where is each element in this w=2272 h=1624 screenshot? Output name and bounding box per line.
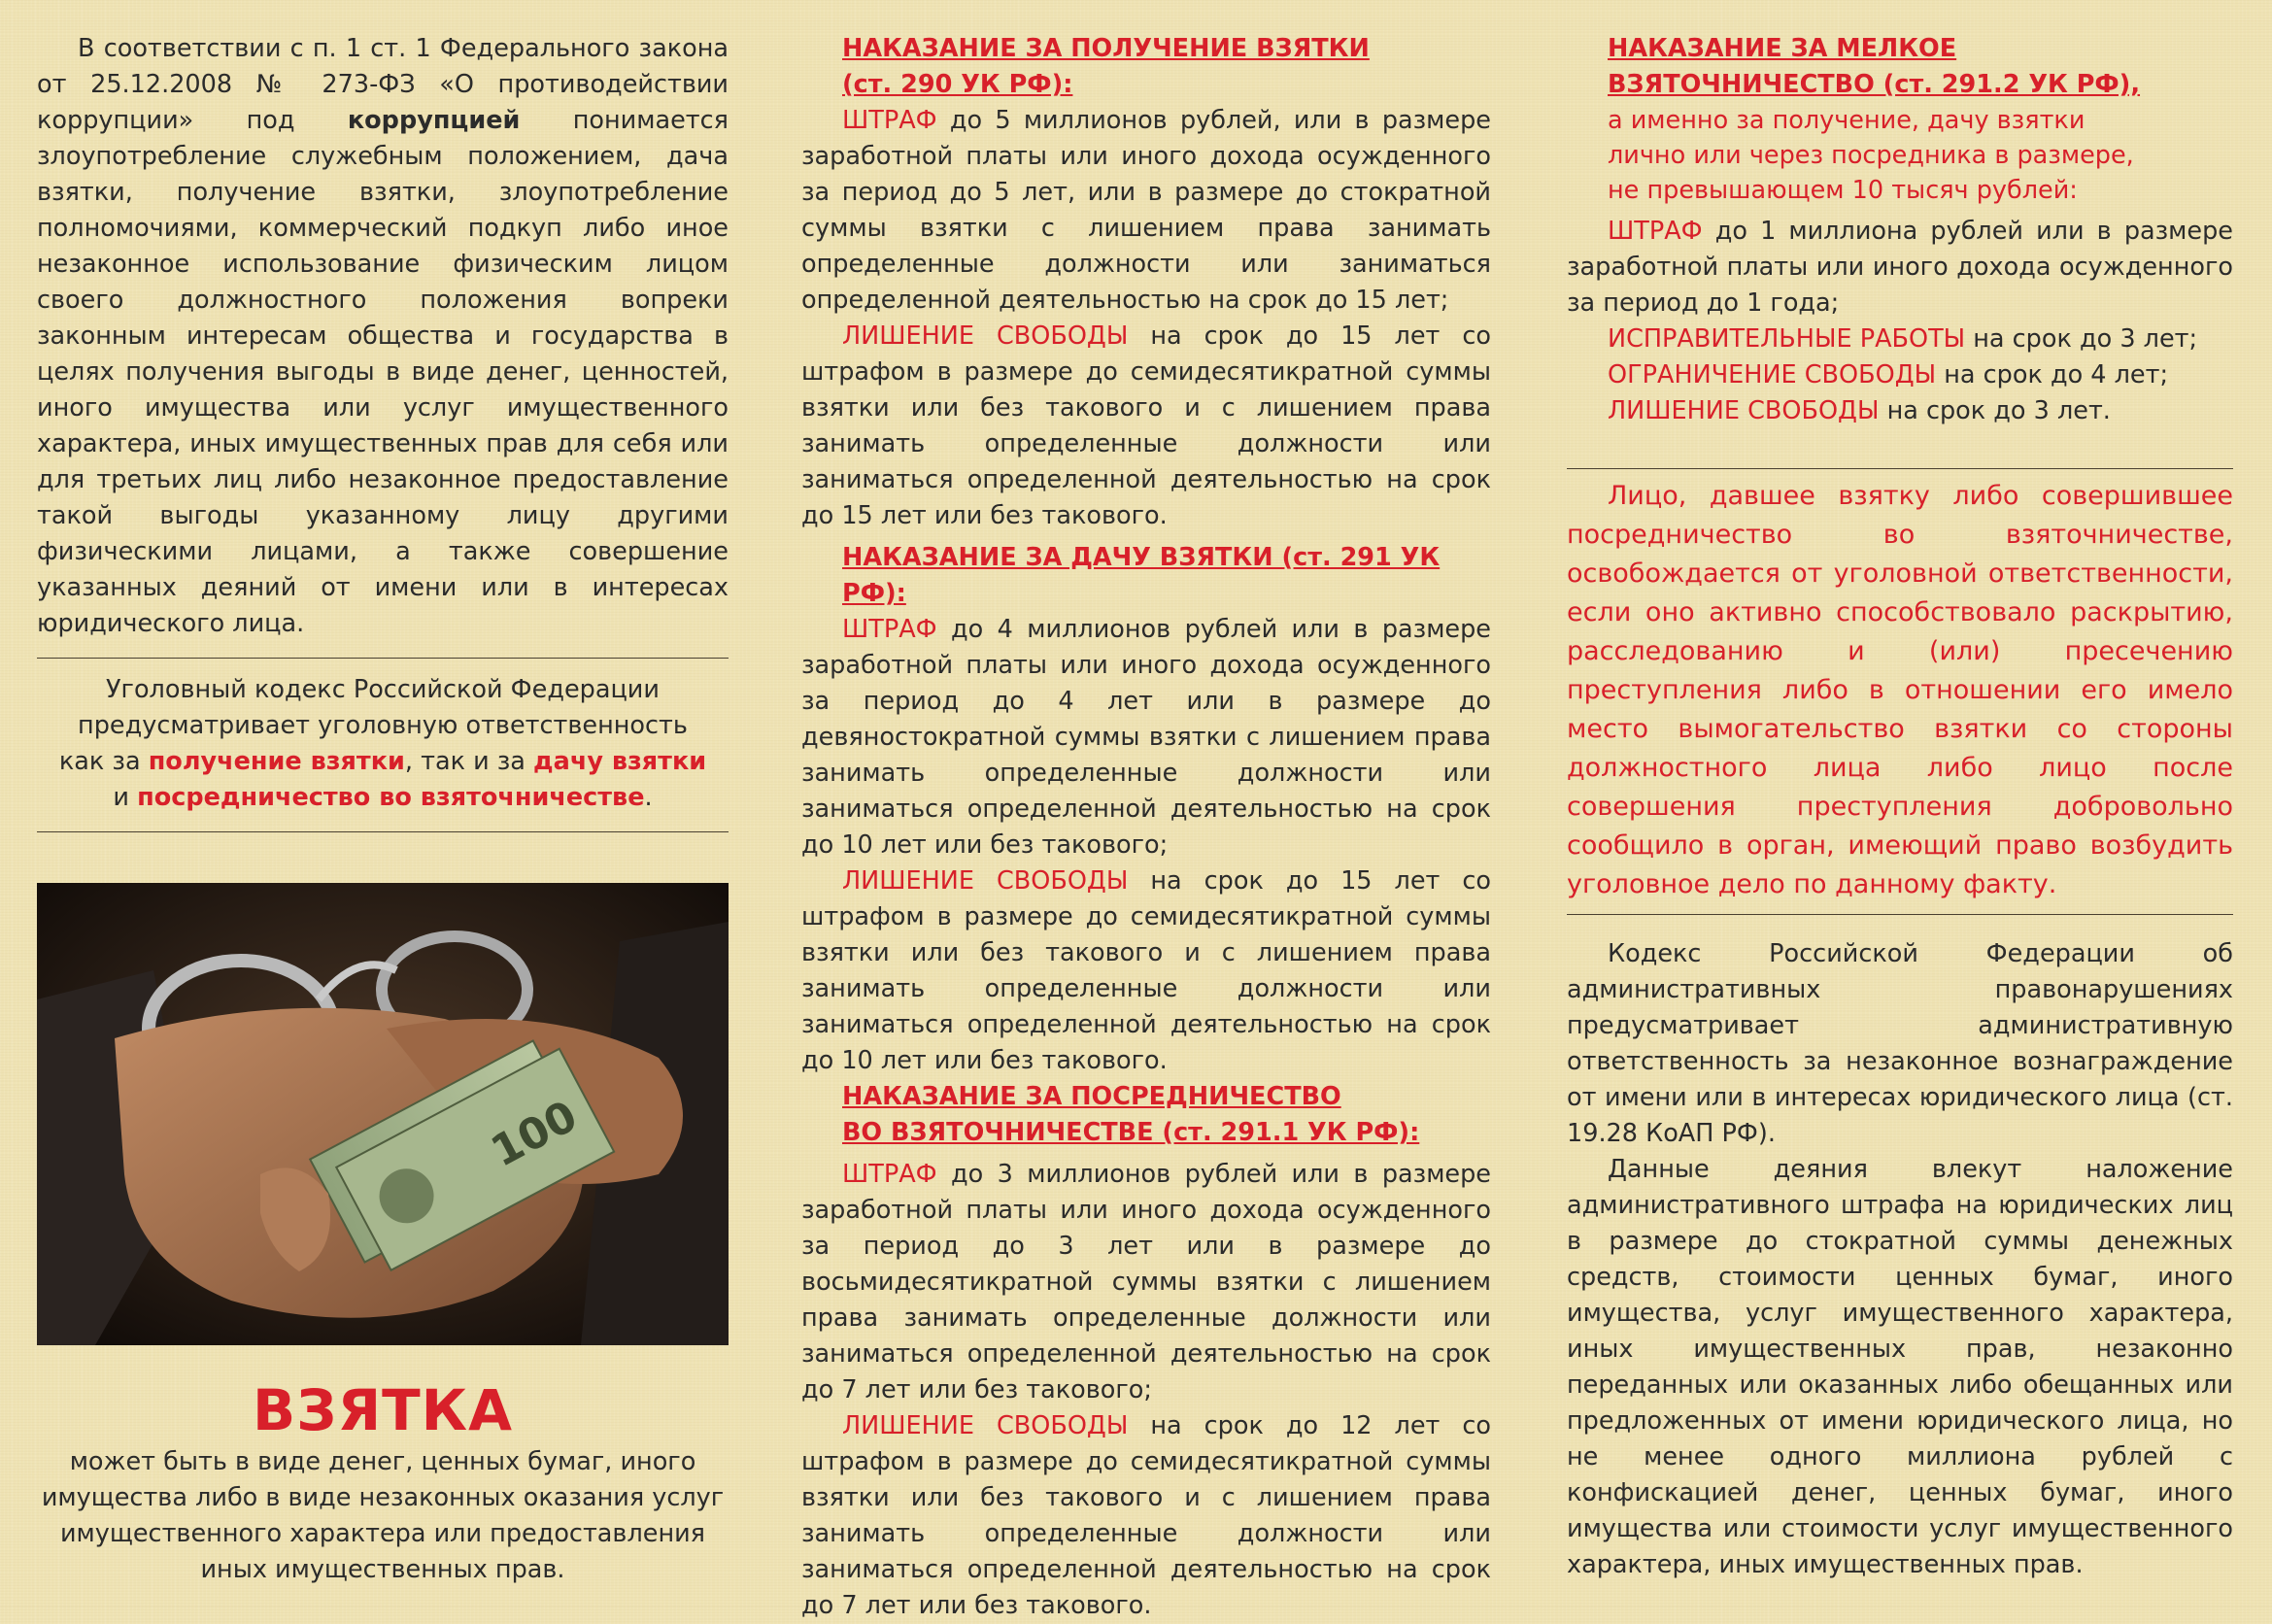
right-column <box>1567 31 2233 1583</box>
heading-petty-bribery: НАКАЗАНИЕ ЗА МЕЛКОЕ ВЗЯТОЧНИЧЕСТВО (ст. 291.2 УК РФ), <box>1608 34 2141 99</box>
penalty-prison-petty: ЛИШЕНИЕ СВОБОДЫ на срок до 3 лет. <box>1608 396 2111 425</box>
middle-column <box>801 31 1491 1624</box>
heading-receiving-bribe: НАКАЗАНИЕ ЗА ПОЛУЧЕНИЕ ВЗЯТКИ (ст. 290 УК РФ): <box>842 34 1370 99</box>
petty-bribery-scope: а именно за получение, дачу взятки лично или через посредника в размере, не превышающем 10 тысяч рублей: <box>1608 106 2134 205</box>
svg-text:100: 100 <box>483 1091 586 1177</box>
penalty-restriction-petty: ОГРАНИЧЕНИЕ СВОБОДЫ на срок до 4 лет; <box>1608 360 2169 389</box>
penalty-prison-mediation: ЛИШЕНИЕ СВОБОДЫ на срок до 12 лет со штрафом в размере до семидесятикратной суммы взятки или без такового и с лишением права занимать определенные должности или заниматься определенной деятельностью на срок до 7 лет или без такового. <box>801 1411 1491 1620</box>
divider <box>37 658 729 659</box>
penalty-correctional-petty: ИСПРАВИТЕЛЬНЫЕ РАБОТЫ на срок до 3 лет; <box>1608 324 2198 354</box>
divider <box>37 831 729 832</box>
heading-mediation: НАКАЗАНИЕ ЗА ПОСРЕДНИЧЕСТВО ВО ВЗЯТОЧНИЧЕСТВЕ (ст. 291.1 УК РФ): <box>842 1082 1420 1147</box>
divider <box>1567 468 2233 469</box>
criminal-code-note: Уголовный кодекс Российской Федерации предусматривает уголовную ответственность как за получение взятки, так и за дачу взятки и посредничество во взяточничестве. <box>58 675 707 812</box>
penalty-prison-receiving: ЛИШЕНИЕ СВОБОДЫ на срок до 15 лет со штрафом в размере до семидесятикратной суммы взятки или без такового и с лишением права занимать определенные должности или заниматься определенной деятельностью на срок до 15 лет или без такового. <box>801 321 1491 530</box>
penalty-fine-giving: ШТРАФ до 4 миллионов рублей или в размере заработной платы или иного дохода осужденного за период до 4 лет или в размере до девяностократной суммы взятки с лишением права занимать определенные должности или заниматься определенной деятельностью на срок до 10 лет или без такового; <box>801 615 1491 860</box>
administrative-fine-note: Данные деяния влекут наложение административного штрафа на юридических лиц в размере до стократной суммы денежных средств, стоимости ценных бумаг, иного имущества, услуг имущественного характера, иных имущественных прав, незаконно переданных или оказанных либо обещанных или предложенных от имени юридического лица, но не менее одного миллиона рублей с конфискацией денег, ценных бумаг, иного имущества или стоимости услуг имущественного характера, иных имущественных прав. <box>1567 1155 2233 1579</box>
penalty-prison-giving: ЛИШЕНИЕ СВОБОДЫ на срок до 15 лет со штрафом в размере до семидесятикратной суммы взятки или без такового и с лишением права занимать определенные должности или заниматься определенной деятельностью на срок до 10 лет или без такового. <box>801 866 1491 1075</box>
bribe-forms: может быть в виде денег, ценных бумаг, иного имущества либо в виде незаконных оказания услуг имущественного характера или предоставления иных имущественных прав. <box>41 1447 725 1584</box>
exemption-note: Лицо, давшее взятку либо совершившее посредничество во взяточничестве, освобождается от уголовной ответственности, если оно активно способствовало раскрытию, расследованию и (или) пресечению преступления либо в отношении его имело место вымогательство взятки со стороны должностного лица либо лицо после совершения преступления добровольно сообщило в орган, имеющий право возбудить уголовное дело по данному факту. <box>1567 481 2233 899</box>
penalty-fine-mediation: ШТРАФ до 3 миллионов рублей или в размере заработной платы или иного дохода осужденного за период до 3 лет или в размере до восьмидесятикратной суммы взятки с лишением права занимать определенные должности или заниматься определенной деятельностью на срок до 7 лет или без такового; <box>801 1160 1491 1404</box>
penalty-fine-petty: ШТРАФ до 1 миллиона рублей или в размере заработной платы или иного дохода осужденного за период до 1 года; <box>1567 217 2233 318</box>
corruption-term: коррупцией <box>347 106 521 135</box>
handcuffed-hands-money-photo <box>37 883 729 1345</box>
penalty-fine-receiving: ШТРАФ до 5 миллионов рублей, или в размере заработной платы или иного дохода осужденного за период до 5 лет, или в размере до стократной суммы взятки с лишением права занимать определенные должности или заниматься определенной деятельностью на срок до 15 лет; <box>801 106 1491 315</box>
divider <box>1567 914 2233 915</box>
heading-giving-bribe: НАКАЗАНИЕ ЗА ДАЧУ ВЗЯТКИ (ст. 291 УК РФ): <box>842 543 1441 608</box>
left-column <box>37 31 729 1588</box>
corruption-definition: В соответствии с п. 1 ст. 1 Федерального закона от 25.12.2008 № 273-ФЗ «О противодействии коррупции» под коррупцией понимается злоупотребление служебным положением, дача взятки, получение взятки, злоупотребление полномочиями, коммерческий подкуп либо иное незаконное использование физическим лицом своего должностного положения вопреки законным интересам общества и государства в целях получения выгоды в виде денег, ценностей, иного имущества или услуг имущественного характера, иных имущественных прав для себя или для третьих лиц либо незаконное предоставление такой выгоды указанному лицу другими физическими лицами, а также совершение указанных деяний от имени или в интересах юридического лица. <box>37 34 729 638</box>
bribe-title: ВЗЯТКА <box>253 1377 513 1443</box>
koap-note: Кодекс Российской Федерации об административных правонарушениях предусматривает административную ответственность за незаконное вознаграждение от имени или в интересах юридического лица (ст. 19.28 КоАП РФ). <box>1567 939 2233 1148</box>
